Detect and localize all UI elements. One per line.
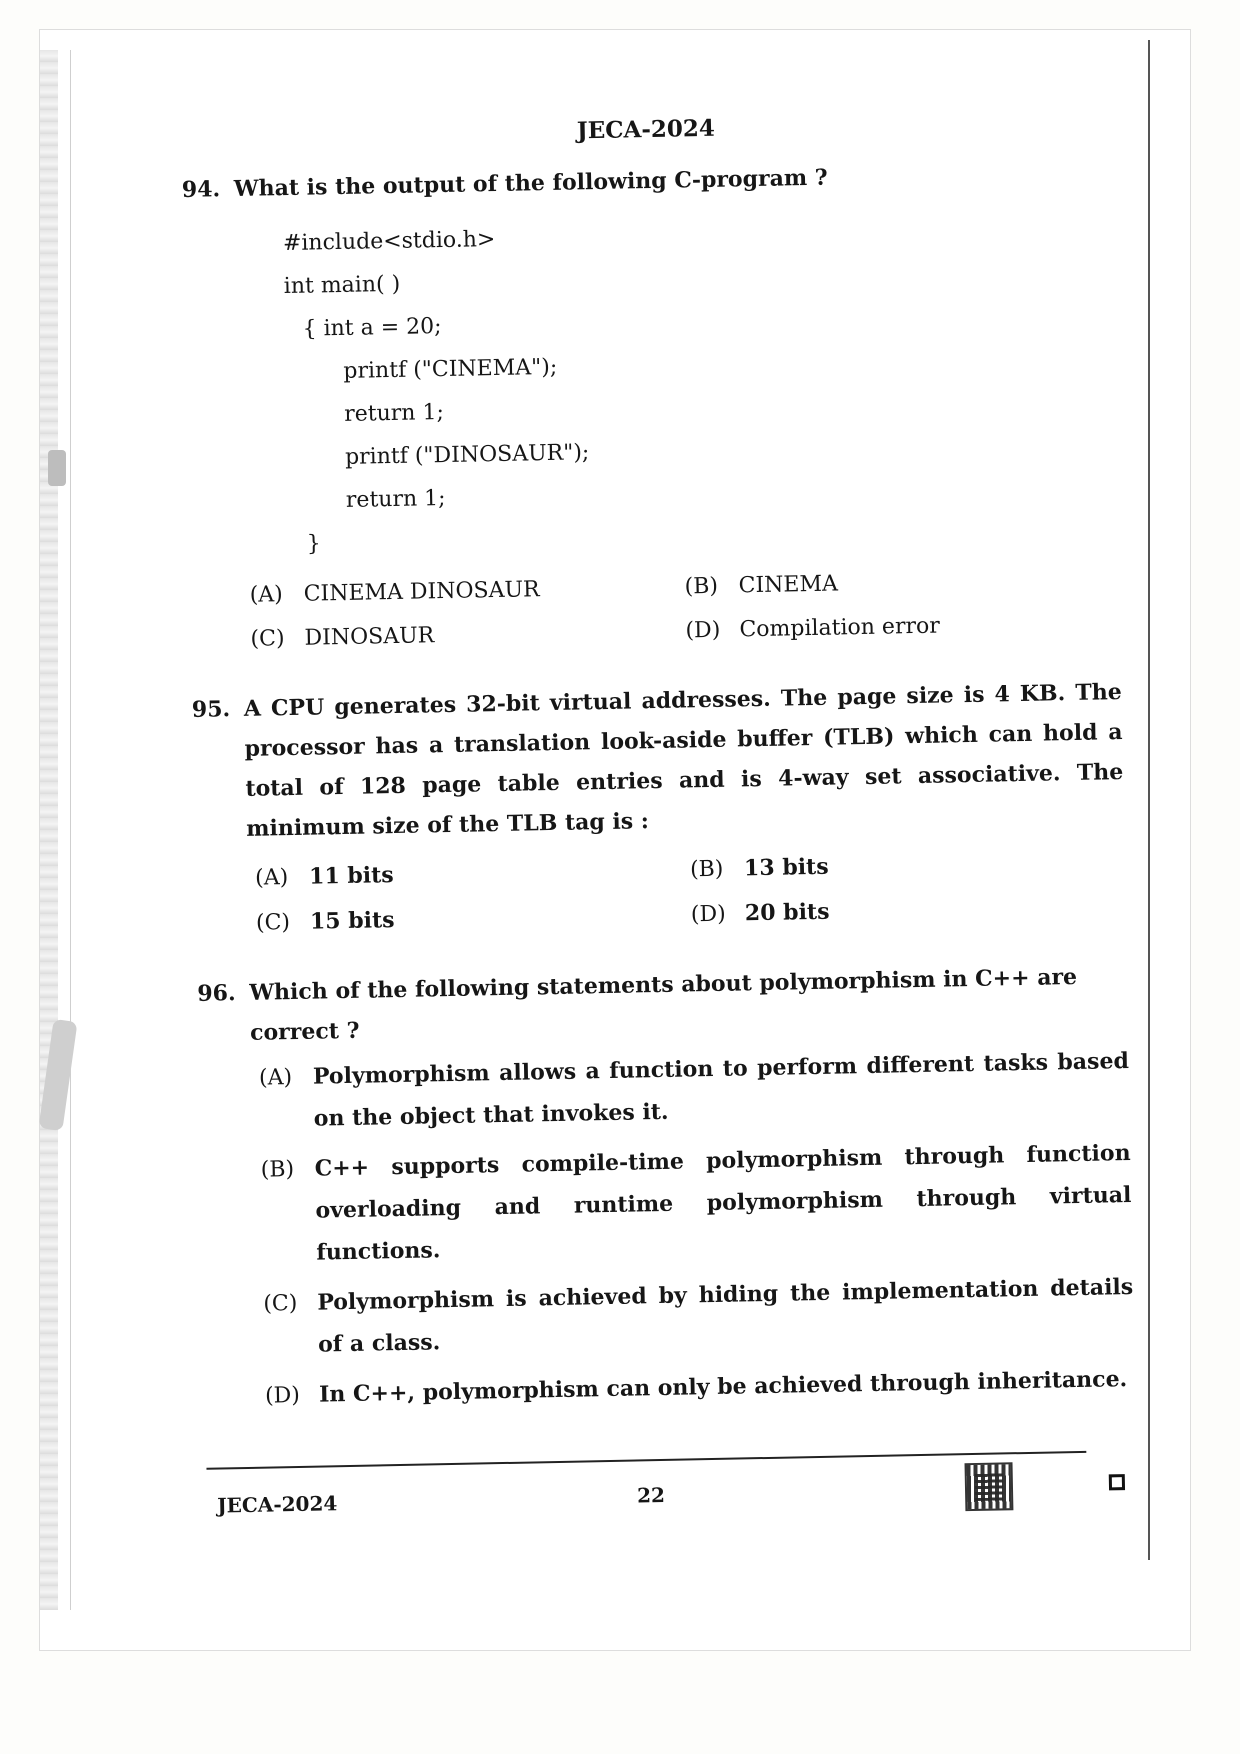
footer-exam-code: JECA-2024 <box>216 1491 338 1518</box>
question-94 <box>182 152 1121 660</box>
option-label: (D) <box>690 901 726 928</box>
code-line: } <box>306 531 321 557</box>
option-a <box>249 568 685 614</box>
option-c <box>256 895 692 942</box>
option-label: (C) <box>255 910 291 936</box>
binding-edge <box>40 50 58 1610</box>
option-d <box>685 604 1121 650</box>
option-text: 11 bits <box>308 862 394 890</box>
option-text: C++ supports compile-time polymorphism through function overloading and runtime polymorphism through virtual functions. <box>314 1139 1132 1266</box>
page-header: JECA-2024 <box>576 114 716 145</box>
code-line: #include<stdio.h> <box>282 226 496 257</box>
code-line: int main( ) <box>283 271 401 300</box>
option-label: (C) <box>250 626 285 652</box>
question-text: A CPU generates 32-bit virtual addresses. The page size is 4 KB. The processor has a translation look-aside buffer (TLB) which can hold a total of 128 page table entries and is 4-way set associative. The minimum size of the TLB tag is : <box>243 679 1124 842</box>
options <box>255 842 1126 943</box>
option-label: (A) <box>258 1065 293 1091</box>
code-block <box>283 206 1119 566</box>
option-text: CINEMA <box>738 571 839 599</box>
option-c <box>263 1266 1134 1367</box>
option-label: (B) <box>260 1157 295 1183</box>
option-label: (A) <box>249 582 284 608</box>
option-text: Compilation error <box>739 613 940 643</box>
options <box>249 560 1120 659</box>
page-content <box>180 72 1139 1610</box>
question-96 <box>197 956 1135 1418</box>
option-label: (D) <box>264 1382 301 1409</box>
option-b <box>684 560 1120 606</box>
code-line: return 1; <box>345 485 446 513</box>
option-label: (D) <box>685 617 721 644</box>
registration-square-icon <box>1109 1474 1125 1490</box>
option-b <box>690 842 1126 889</box>
page-number: 22 <box>636 1482 666 1508</box>
option-text: Polymorphism is achieved by hiding the implementation details of a class. <box>317 1273 1134 1358</box>
option-label: (B) <box>684 573 719 600</box>
option-a <box>255 850 691 897</box>
code-line: printf ("DINOSAUR"); <box>344 440 590 470</box>
question-text: Which of the following statements about polymorphism in C++ are correct ? <box>249 963 1078 1046</box>
option-label: (C) <box>263 1290 298 1317</box>
code-line: return 1; <box>344 399 445 427</box>
option-text: 13 bits <box>743 853 829 882</box>
page-edge-line <box>1148 40 1150 1560</box>
side-tab-mark <box>48 450 66 486</box>
code-line: { int a = 20; <box>302 314 442 342</box>
option-d <box>265 1358 1136 1417</box>
option-a <box>259 1040 1130 1141</box>
options <box>259 1040 1136 1417</box>
page-footer <box>206 1450 1137 1538</box>
option-text: 20 bits <box>744 898 830 927</box>
question-text: What is the output of the following C-program ? <box>233 164 828 202</box>
qr-code-icon <box>967 1464 1012 1509</box>
option-text: 15 bits <box>309 907 395 935</box>
option-d <box>691 887 1127 934</box>
option-text: DINOSAUR <box>304 623 435 651</box>
binding-line <box>70 50 71 1610</box>
question-number: 95. <box>191 696 231 723</box>
question-number: 96. <box>197 980 236 1007</box>
option-label: (A) <box>254 865 289 891</box>
option-c <box>250 612 686 658</box>
option-label: (B) <box>689 856 724 883</box>
question-number: 94. <box>181 176 221 203</box>
option-text: CINEMA DINOSAUR <box>303 577 540 607</box>
footer-divider <box>206 1451 1086 1470</box>
option-text: Polymorphism allows a function to perform different tasks based on the object that invokes it. <box>312 1047 1130 1132</box>
option-b <box>260 1132 1132 1275</box>
scanned-page <box>40 30 1190 1650</box>
code-line: printf ("CINEMA"); <box>343 354 558 384</box>
question-95 <box>192 672 1127 944</box>
option-text: In C++, polymorphism can only be achieved through inheritance. <box>318 1366 1128 1408</box>
